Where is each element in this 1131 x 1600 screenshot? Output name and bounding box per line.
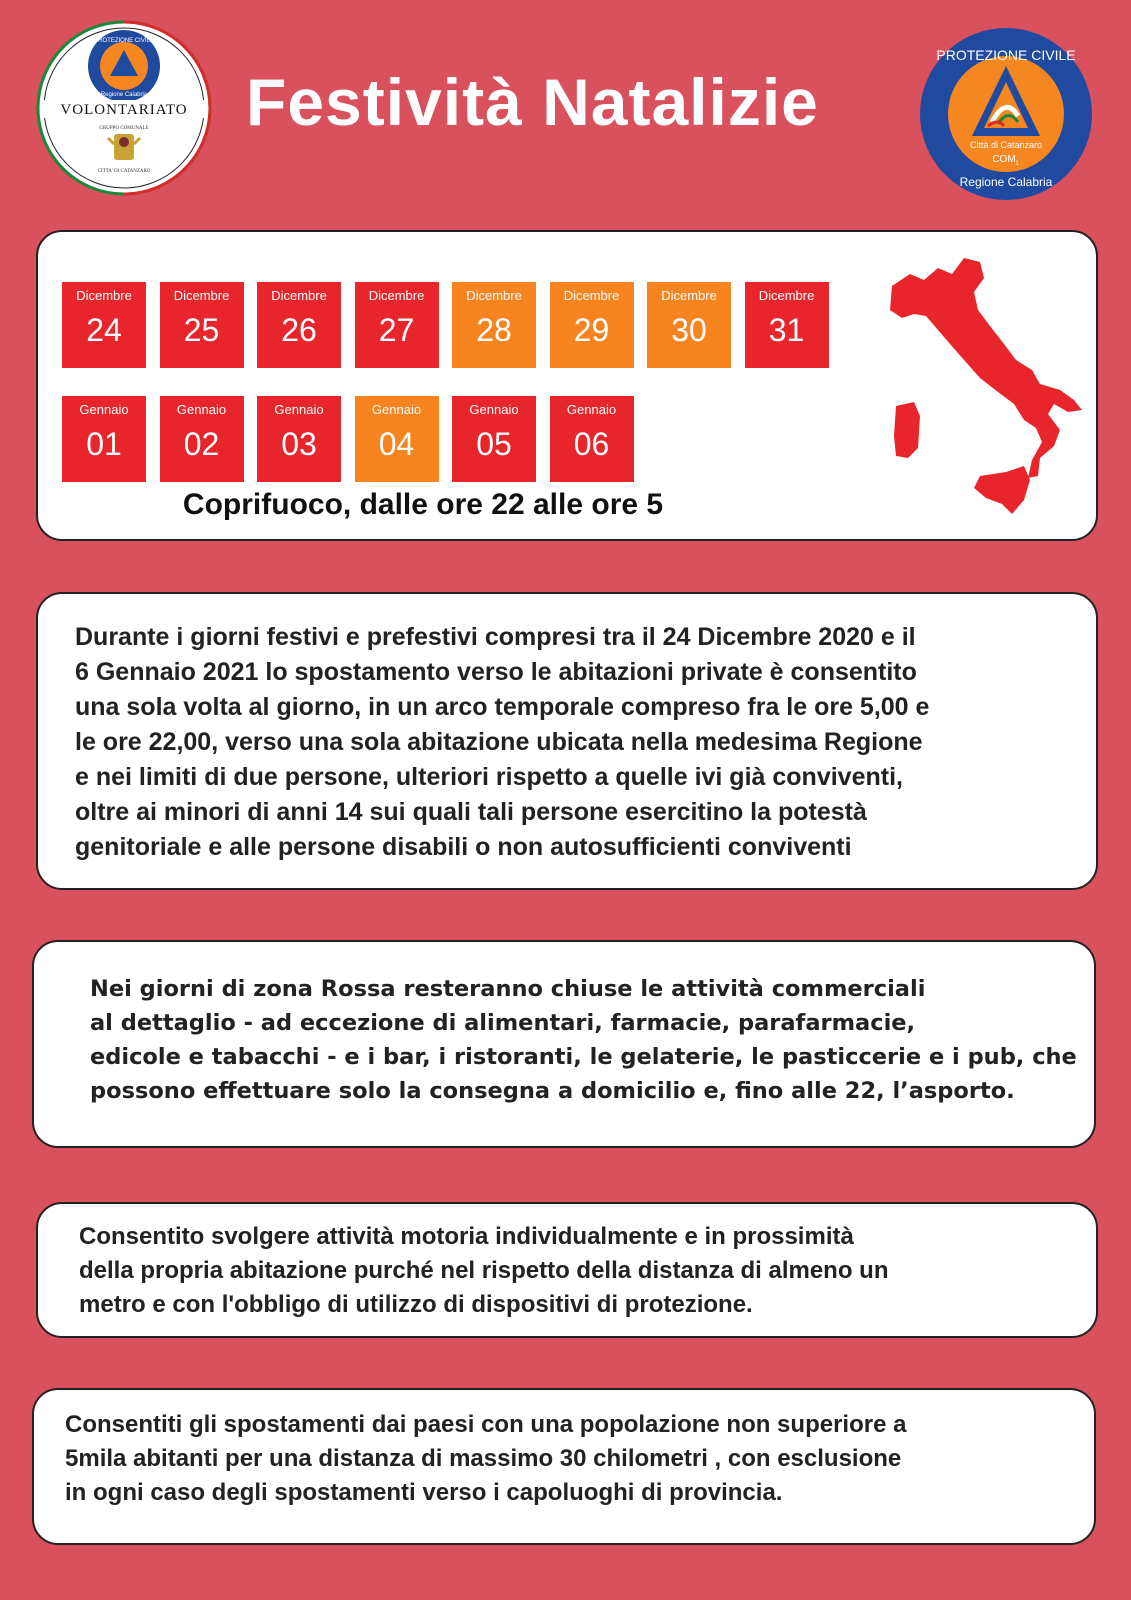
date-tile-month: Dicembre [173, 288, 230, 303]
italy-map [864, 252, 1086, 522]
date-tile [160, 396, 244, 482]
date-tile-month: Gennaio [274, 402, 324, 417]
date-tile-month: Dicembre [76, 288, 132, 303]
text-line: Nei giorni di zona Rossa resteranno chiuse le attività commerciali [90, 976, 926, 1002]
info-card-small-towns [32, 1388, 1096, 1545]
logo-right-ring-top: PROTEZIONE CIVILE [936, 47, 1076, 63]
logo-left-top-text: PROTEZIONE CIVILE [94, 38, 154, 44]
date-tile-month: Dicembre [563, 288, 620, 303]
date-tile [647, 282, 731, 368]
date-tile-month: Dicembre [758, 288, 815, 303]
date-tile [257, 396, 341, 482]
text-line: Consentito svolgere attività motoria individualmente e in prossimità [79, 1223, 854, 1250]
date-tile-month: Gennaio [176, 402, 227, 417]
logo-right-ring-bottom: Regione Calabria [959, 175, 1053, 189]
date-tile-day: 06 [573, 426, 610, 462]
date-tile-day: 24 [86, 312, 122, 348]
text-line: Durante i giorni festivi e prefestivi compresi tra il 24 Dicembre 2020 e il [75, 623, 916, 651]
volontariato-logo [36, 20, 212, 196]
date-tile-month: Gennaio [371, 402, 422, 417]
info-text-red-zone [90, 972, 1080, 1108]
info-text-exercise [79, 1220, 1079, 1322]
date-tile-month: Gennaio [566, 402, 617, 417]
text-line: edicole e tabacchi - e i bar, i ristoranti, le gelaterie, le pasticcerie e i pub, che [90, 1044, 1077, 1070]
page-title: Festività Natalizie [246, 65, 819, 139]
date-tile [62, 396, 146, 482]
date-tile [452, 396, 536, 482]
info-card-red-zone [32, 940, 1096, 1148]
date-tile [257, 282, 341, 368]
text-line: metro e con l'obbligo di utilizzo di dispositivi di protezione. [79, 1291, 753, 1318]
date-tile [550, 396, 634, 482]
date-tile-month: Dicembre [466, 288, 522, 303]
text-line: possono effettuare solo la consegna a domicilio e, fino alle 22, l’asporto. [90, 1078, 1015, 1104]
text-line: 6 Gennaio 2021 lo spostamento verso le abitazioni private è consentito [75, 658, 917, 686]
date-tile-day: 29 [573, 312, 610, 348]
logo-right-city: Città di Catanzaro [969, 140, 1043, 150]
logo-left-city-text: CITTA' DI CATANZARO [97, 169, 151, 174]
calendar-card [36, 230, 1098, 541]
info-text-visits [75, 620, 1075, 865]
text-line: e nei limiti di due persone, ulteriori rispetto a quelle ivi già conviventi, [75, 763, 903, 791]
date-tile-day: 26 [281, 312, 317, 348]
text-line: le ore 22,00, verso una sola abitazione ubicata nella medesima Regione [75, 728, 923, 756]
text-line: 5mila abitanti per una distanza di massimo 30 chilometri , con esclusione [65, 1445, 902, 1472]
text-line: Consentiti gli spostamenti dai paesi con una popolazione non superiore a [65, 1411, 907, 1438]
date-tile-day: 28 [476, 312, 512, 348]
date-tile [160, 282, 244, 368]
date-tile [355, 396, 439, 482]
curfew-text: Coprifuoco, dalle ore 22 alle ore 5 [182, 488, 664, 521]
info-text-small-towns [65, 1408, 1085, 1510]
text-line: della propria abitazione purché nel rispetto della distanza di almeno un [79, 1257, 889, 1284]
date-tile-month: Gennaio [79, 402, 129, 417]
date-tile-day: 04 [378, 426, 415, 462]
date-tile-day: 05 [476, 426, 512, 462]
text-line: una sola volta al giorno, in un arco temporale compreso fra le ore 5,00 e [75, 693, 930, 721]
logo-right-com-sub: 1 [1015, 161, 1019, 167]
text-line: genitoriale e alle persone disabili o non autosufficienti conviventi [75, 833, 852, 861]
date-tile [745, 282, 829, 368]
info-card-exercise [36, 1202, 1098, 1338]
date-tile-day: 27 [378, 312, 415, 348]
protezione-civile-logo [918, 26, 1094, 202]
text-line: in ogni caso degli spostamenti verso i capoluoghi di provincia. [65, 1479, 783, 1506]
date-tile [62, 282, 146, 368]
text-line: al dettaglio - ad eccezione di alimentari, farmacie, parafarmacie, [90, 1010, 916, 1036]
logo-left-group-text: GRUPPO COMUNALE [99, 126, 149, 131]
logo-left-band-text: VOLONTARIATO [60, 102, 188, 118]
date-tile-day: 02 [183, 426, 220, 462]
date-tile-day: 30 [671, 312, 707, 348]
date-tile-month: Dicembre [661, 288, 717, 303]
date-tile-day: 31 [768, 312, 805, 348]
info-card-visits [36, 592, 1098, 890]
text-line: oltre ai minori di anni 14 sui quali tali persone esercitino la potestà [75, 798, 867, 826]
date-tile [550, 282, 634, 368]
date-tile-day: 01 [86, 426, 122, 462]
date-tile-month: Gennaio [469, 402, 519, 417]
logo-right-com: COM [992, 154, 1016, 165]
logo-left-sub-text: Regione Calabria [100, 92, 148, 98]
date-tile-month: Dicembre [271, 288, 327, 303]
date-tile [452, 282, 536, 368]
date-tile-month: Dicembre [368, 288, 425, 303]
date-tile-day: 25 [183, 312, 220, 348]
date-tile [355, 282, 439, 368]
date-tile-day: 03 [281, 426, 317, 462]
